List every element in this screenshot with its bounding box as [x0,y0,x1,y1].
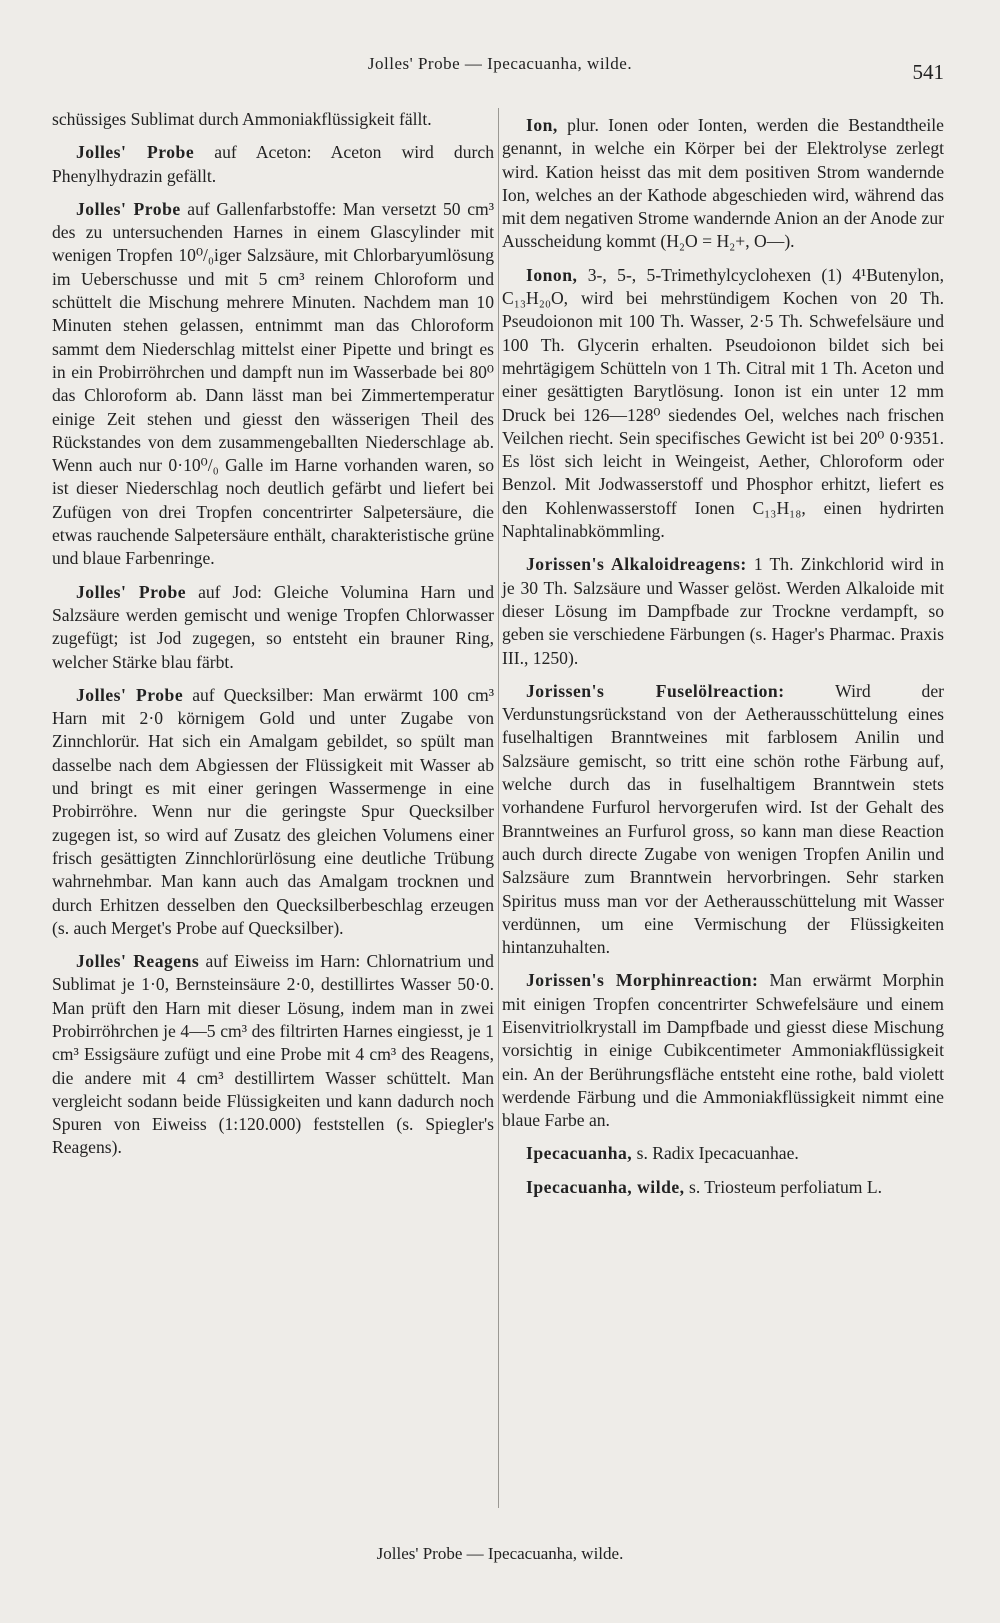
entry-text: 1 Th. Zinkchlorid wird in je 30 Th. Salzsäure und Wasser gelöst. Werden Alkaloide mit dieser Lösung im Dampfbade zur Trockne verdampft, so geben sie verschiedene Färbungen (s. Hager's Pharmac. Praxis III., 1250). [502,554,945,668]
entry-text: auf Aceton: Aceton wird durch Phenylhydrazin gefällt. [52,142,494,186]
left-column [52,108,494,1170]
headword: Jorissen's Fuselölreaction: [526,680,785,701]
headword: Jorissen's Alkaloidreagens: [526,554,747,575]
entry-ipecacuanha [502,1142,944,1165]
entry-text: auf Jod: Gleiche Volumina Harn und Salzsäure werden gemischt und wenige Tropfen Chlorwasser zugefügt; ist Jod zugegen, so entsteht ein brauner Ring, welcher Stärke blau färbt. [52,581,494,672]
right-column [502,114,944,1209]
page-footer: Jolles' Probe — Ipecacuanha, wilde. [376,1544,624,1563]
entry-ipecacuanha-wilde [502,1176,944,1199]
headword: Jolles' Probe [76,198,181,219]
entry-text: auf Eiweiss im Harn: Chlornatrium und Sublimat je 1·0, Bernsteinsäure 2·0, destillirtes Wasser 50·0. Man prüft den Harn mit dieser Lösung, indem man in zwei Probirröhrchen je 4—5 cm³ des filtrirten Harnes eingiesst, je 1 cm³ Essigsäure zufügt und eine Probe mit 4 cm³ des Reagens, die andere mit 4 cm³ destillirtem Wasser schüttelt. Man vergleicht sodann beide Flüssigkeiten und kann dadurch noch Spuren von Eiweiss (1:120.000) feststellen (s. Spiegler's Reagens). [52,951,494,1158]
entry-continuation: schüssiges Sublimat durch Ammoniakflüssigkeit fällt. [52,109,432,129]
entry-jolles-aceton [52,141,494,188]
entry-ion [502,114,944,254]
headword: Ionon, [526,264,578,285]
entry-jorissen-morphinreaction [502,969,944,1132]
entry-text: Man erwärmt Morphin mit einigen Tropfen concentrirter Schwefelsäure und einem Eisenvitriolkrystall im Dampfbade und giesst diese Mischung vorsichtig in einige Cubikcentimeter Ammoniakflüssigkeit ein. An der Berührungsfläche entsteht eine rothe, bald violett werdende Färbung und die Ammoniakflüssigkeit nimmt eine blaue Farbe an. [502,970,945,1131]
headword: Jolles' Probe [76,581,187,602]
entry-ionon [502,264,944,544]
headword: Ion, [526,115,558,135]
headword: Jolles' Probe [76,142,195,163]
column-divider [498,108,499,1508]
entry-jolles-quecksilber [52,684,494,940]
headword: Jolles' Probe [76,684,184,705]
headword: Ipecacuanha, wilde, [526,1176,685,1197]
entry-text: auf Quecksilber: Man erwärmt 100 cm³ Harn mit 2·0 körnigem Gold und unter Zugabe von Zinnchlorür. Hat sich ein Amalgam gebildet, so spült man dasselbe nach dem Abgiessen der Flüssigkeit mit Wasser ab und bringt es mit einer geringen Wassermenge in eine Probirröhre. Wenn nur die geringste Spur Quecksilber zugegen ist, so wird auf Zusatz des gleichen Volumens einer frisch gesättigten Zinnchlorürlösung eine deutliche Trübung wahrnehmbar. Man kann auch das Amalgam trocknen und durch Erhitzen desselben den Quecksilberbeschlag erzeugen (s. auch Merget's Probe auf Quecksilber). [52,684,494,938]
headword: Ipecacuanha, [526,1143,633,1164]
page-number: 541 [912,60,944,84]
entry-jolles-gallenfarbstoffe [52,198,494,571]
entry-text: s. Triosteum perfoliatum L. [684,1176,883,1197]
entry-jorissen-alkaloidreagens [502,553,944,669]
entry-text: auf Gallenfarbstoffe: Man versetzt 50 cm³ des zu untersuchenden Harnes in einem Glascylinder mit wenigen Tropfen 10⁰/₀iger Salzsäure, mit Chlorbaryumlösung im Ueberschusse und mit 5 cm³ reinem Chloroform und schüttelt die Mischung mehrere Minuten. Nachdem man 10 Minuten stehen gelassen, entnimmt man das Chloroform sammt dem Niederschlag mittelst einer Pipette und bringt es in ein Probirröhrchen und dampft nun im Wasserbade bei 80⁰ das Chloroform ab. Dann lässt man bei Zimmertemperatur einige Zeit stehen und giesst den wässerigen Theil des Rückstandes von dem zusammengeballten Niederschlage ab. Wenn auch nur 0·10⁰/₀ Galle im Harne vorhanden waren, so ist dieser Niederschlag noch deutlich gefärbt und liefert bei Zufügen von drei Tropfen concentrirter Salpetersäure, die etwas rauchende Salpetersäure enthält, charakteristische grüne und blaue Farbenringe. [52,198,494,569]
entry-jolles-jod [52,581,494,674]
entry-jorissen-fuseloelreaction [502,680,944,960]
headword: Jolles' Reagens [76,951,200,972]
entry-jolles-reagens [52,950,494,1160]
headword: Jorissen's Morphinreaction: [526,970,759,991]
entry-text: 3-, 5-, 5-Trimethylcyclohexen (1) 4¹Butenylon, C₁₃H₂₀O, wird bei mehrstündigem Kochen von 20 Th. Pseudoionon mit 100 Th. Wasser, 2·5 Th. Schwefelsäure und 100 Th. Glycerin erhalten. Pseudoionon bildet sich bei mehrtägigem Schütteln von 1 Th. Citral mit 1 Th. Aceton und einer gesättigten Barytlösung. Ionon ist ein unter 12 mm Druck bei 126—128⁰ siedendes Oel, welches nach frischen Veilchen riecht. Sein specifisches Gewicht ist bei 20⁰ 0·9351. Es löst sich leicht in Weingeist, Aether, Chloroform oder Benzol. Mit Jodwasserstoff und Phosphor erhitzt, liefert es den Kohlenwasserstoff Ionen C₁₃H₁₈, einen hydrirten Naphtalinabkömmling. [502,264,944,542]
entry-text: plur. Ionen oder Ionten, werden die Bestandtheile genannt, in welche ein Körper bei der Elektrolyse zerlegt wird. Kation heisst das mit dem positiven Strom wandernde Ion, welches an der Kathode abgeschieden wird, während das mit dem negativen Strome wandernde Anion an der Anode zur Ausscheidung kommt (H₂O = H₂+, O—). [502,115,944,252]
entry-text: Wird der Verdunstungsrückstand von der Aetherausschüttelung eines fuselhaltigen Branntweines mit farblosem Anilin und Salzsäure gemischt, so tritt eine schön rothe Färbung auf, welche durch das in fuselhaltigem Branntwein stets vorhandene Furfurol hervorgerufen wird. Ist der Gehalt des Branntweines an Furfurol gross, so kann man diese Reaction auch durch directe Zugabe von wenigen Tropfen Anilin und Salzsäure zum Branntwein hervorbringen. Sehr starken Spiritus muss man vor der Aetherausschüttelung mit Wasser verdünnen, um eine Vermischung der Flüssigkeiten hintanzuhalten. [502,680,944,958]
running-head: Jolles' Probe — Ipecacuanha, wilde. [367,54,633,73]
entry-text: s. Radix Ipecacuanhae. [632,1143,799,1164]
